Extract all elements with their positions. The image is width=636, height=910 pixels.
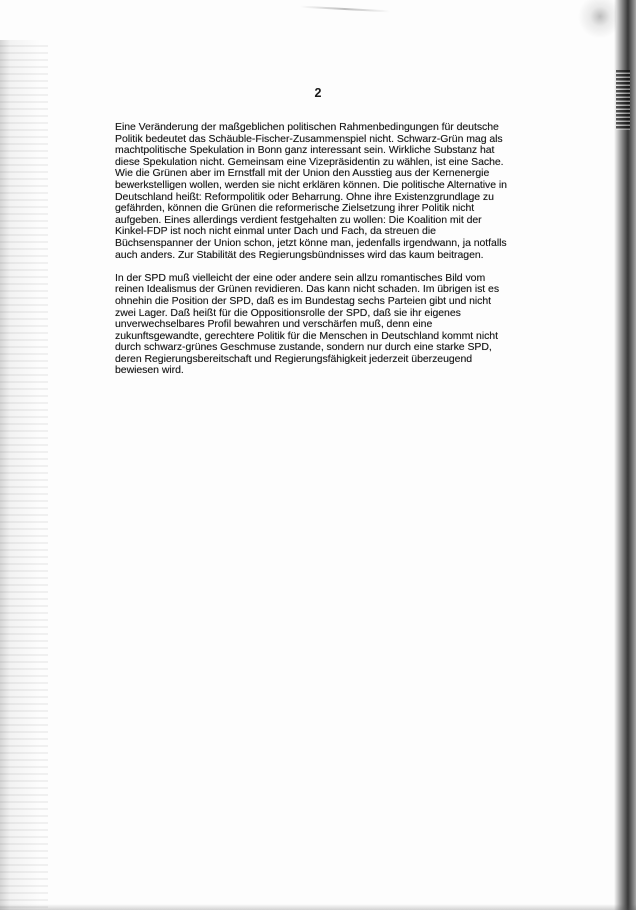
text-line: auch anders. Zur Stabilität des Regierungsbündnisses wird das kaum beitragen.	[115, 248, 484, 261]
text-line: durch schwarz-grünes Geschmuse zustande, sondern nur durch eine starke SPD,	[115, 341, 492, 354]
text-line: Politik bedeutet das Schäuble-Fischer-Zusammenspiel nicht. Schwarz-Grün mag als	[115, 132, 503, 145]
text-line: In der SPD muß vielleicht der eine oder andere sein allzu romantisches Bild vom	[115, 271, 486, 284]
text-line: Büchsenspanner der Union schon, jetzt könne man, jedenfalls irgendwann, ja notfalls	[115, 236, 507, 249]
scan-edge-notch	[616, 70, 630, 130]
text-line: deren Regierungsbereitschaft und Regierungsfähigkeit jederzeit überzeugend	[115, 352, 473, 365]
text-line: aufgeben. Eines allerdings verdient festgehalten zu wollen: Die Koalition mit der	[115, 213, 482, 226]
text-line: Deutschland heißt: Reformpolitik oder Beharrung. Ohne ihre Existenzgrundlage zu	[115, 190, 494, 203]
text-line: bewiesen wird.	[115, 364, 184, 377]
scan-streak	[300, 6, 390, 13]
text-line: ohnehin die Position der SPD, daß es im Bundestag sechs Parteien gibt und nicht	[115, 294, 492, 307]
text-line: reinen Idealismus der Grünen revidieren. Das kann nicht schaden. Im übrigen ist es	[115, 283, 500, 296]
text-line: Eine Veränderung der maßgeblichen politischen Rahmenbedingungen für deutsche	[115, 121, 499, 133]
text-line: Wie die Grünen aber im Ernstfall mit der Union den Ausstieg aus der Kernenergie	[115, 167, 490, 180]
text-line: machtpolitische Spekulation in Bonn ganz interessant sein. Wirkliche Substanz hat	[115, 144, 495, 157]
text-line: unverwechselbares Profil bewahren und verschärfen muß, denn eine	[115, 318, 433, 331]
body-text	[115, 122, 555, 389]
page-number: 2	[314, 86, 322, 100]
scan-edge-right	[614, 0, 636, 910]
paragraph-2	[115, 273, 555, 377]
scan-edge-left	[0, 40, 48, 910]
text-line: diese Spekulation nicht. Gemeinsam eine Vizepräsidentin zu wählen, ist eine Sache.	[115, 155, 504, 168]
scan-edge-bottom	[0, 904, 636, 910]
text-line: Kinkel-FDP ist noch nicht einmal unter Dach und Fach, da streuen die	[115, 225, 436, 238]
text-line: gefährden, können die Grünen die reformerische Zielsetzung ihrer Politik nicht	[115, 202, 475, 215]
text-line: zukunftsgewandte, gerechtere Politik für die Menschen in Deutschland kommt nicht	[115, 329, 498, 342]
text-line: bewerkstelligen wollen, werden sie nicht erklären können. Die politische Alternative in	[115, 178, 507, 191]
scan-corner-smudge	[576, 0, 616, 55]
text-line: zwei Lager. Daß heißt für die Oppositionsrolle der SPD, daß sie ihr eigenes	[115, 306, 461, 319]
paragraph-1	[115, 122, 555, 261]
